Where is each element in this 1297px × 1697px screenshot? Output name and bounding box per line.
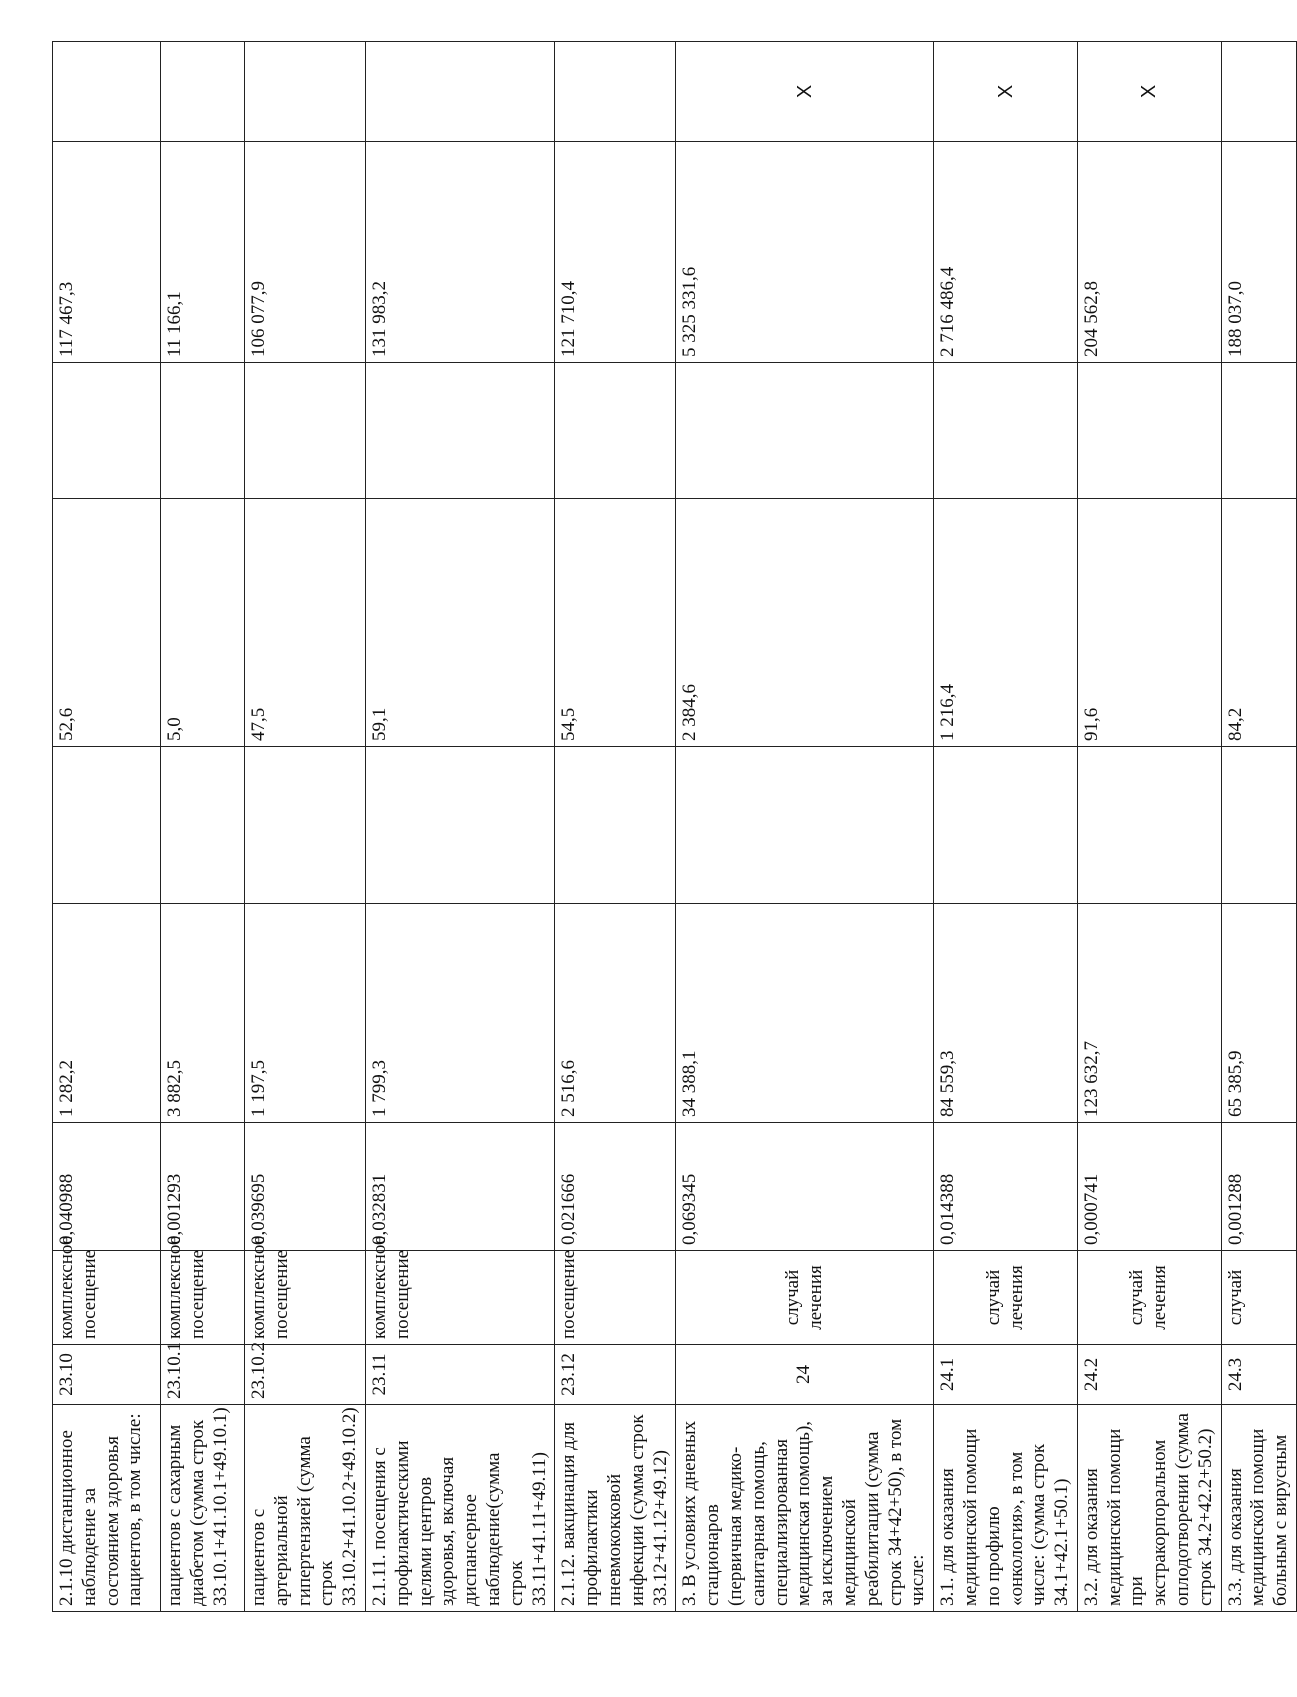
cell-value-1: 0,001288 [1221, 1123, 1296, 1251]
table-row [1077, 42, 1221, 1612]
row-unit: комплексное посещение [365, 1251, 554, 1345]
cell-value-7: Х [676, 42, 934, 142]
row-name: 2.1.12. вакцинация для профилактики пневмококковой инфекции (сумма строк 33.12+41.12+49.12) [555, 1405, 676, 1612]
cell-value-1: 0,000741 [1077, 1123, 1221, 1251]
cell-value-1: 0,040988 [53, 1123, 161, 1251]
table-row [1221, 42, 1296, 1612]
cell-value-5 [365, 363, 554, 499]
row-code: 23.12 [555, 1345, 676, 1405]
row-code: 24.2 [1077, 1345, 1221, 1405]
cell-value-7 [555, 42, 676, 142]
cell-value-2: 84 559,3 [934, 904, 1078, 1123]
cell-value-7 [53, 42, 161, 142]
cell-value-2: 65 385,9 [1221, 904, 1296, 1123]
cell-value-7 [365, 42, 554, 142]
cell-value-7 [1221, 42, 1296, 142]
table-row [161, 42, 245, 1612]
cell-value-4: 2 384,6 [676, 499, 934, 747]
cell-value-3 [365, 747, 554, 904]
cell-value-3 [934, 747, 1078, 904]
row-name: 3.3. для оказания медицинской помощи больным с вирусным [1221, 1405, 1296, 1612]
row-name: 3.1. для оказания медицинской помощи по профилю «онкология», в том числе: (сумма строк 34.1+42.1+50.1) [934, 1405, 1078, 1612]
row-code: 24.1 [934, 1345, 1078, 1405]
financial-table [52, 41, 1297, 1612]
table-row [676, 42, 934, 1612]
cell-value-4: 1 216,4 [934, 499, 1078, 747]
cell-value-3 [1221, 747, 1296, 904]
cell-value-6: 11 166,1 [161, 142, 245, 363]
row-name: 2.1.11. посещения с профилактическими целями центров здоровья, включая диспансерное наблюдение(сумма строк 33.11+41.11+49.11) [365, 1405, 554, 1612]
table-row [365, 42, 554, 1612]
rotated-table-page [52, 42, 1292, 1612]
table-row [53, 42, 161, 1612]
cell-value-5 [555, 363, 676, 499]
row-code: 24 [676, 1345, 934, 1405]
row-name: пациентов с артериальной гипертензией (сумма строк 33.10.2+41.10.2+49.10.2) [245, 1405, 366, 1612]
cell-value-4: 52,6 [53, 499, 161, 747]
cell-value-1: 0,014388 [934, 1123, 1078, 1251]
cell-value-4: 5,0 [161, 499, 245, 747]
cell-value-1: 0,069345 [676, 1123, 934, 1251]
cell-value-5 [161, 363, 245, 499]
cell-value-5 [676, 363, 934, 499]
row-code: 23.11 [365, 1345, 554, 1405]
row-code: 23.10 [53, 1345, 161, 1405]
cell-value-3 [245, 747, 366, 904]
row-unit: комплексное посещение [53, 1251, 161, 1345]
row-name: 3.2. для оказания медицинской помощи при экстракорпоральном оплодотворении (сумма строк 34.2+42.2+50.2) [1077, 1405, 1221, 1612]
cell-value-6: 2 716 486,4 [934, 142, 1078, 363]
cell-value-4: 91,6 [1077, 499, 1221, 747]
row-name: пациентов с сахарным диабетом (сумма строк 33.10.1+41.10.1+49.10.1) [161, 1405, 245, 1612]
row-unit: случай [1221, 1251, 1296, 1345]
cell-value-1: 0,039695 [245, 1123, 366, 1251]
row-name: 3. В условиях дневных стационаров (первичная медико-санитарная помощь, специализированная медицинская помощь), за исключением медицинской реабилитации (сумма строк 34+42+50), в том числе: [676, 1405, 934, 1612]
cell-value-1: 0,032831 [365, 1123, 554, 1251]
cell-value-3 [676, 747, 934, 904]
cell-value-2: 1 197,5 [245, 904, 366, 1123]
cell-value-2: 34 388,1 [676, 904, 934, 1123]
cell-value-3 [161, 747, 245, 904]
row-unit: случай лечения [676, 1251, 934, 1345]
cell-value-7: Х [934, 42, 1078, 142]
cell-value-3 [555, 747, 676, 904]
row-code: 24.3 [1221, 1345, 1296, 1405]
cell-value-6: 188 037,0 [1221, 142, 1296, 363]
cell-value-4: 59,1 [365, 499, 554, 747]
row-code: 23.10.2 [245, 1345, 366, 1405]
cell-value-7 [161, 42, 245, 142]
table-row [245, 42, 366, 1612]
cell-value-6: 106 077,9 [245, 142, 366, 363]
cell-value-4: 54,5 [555, 499, 676, 747]
row-unit: случай лечения [1077, 1251, 1221, 1345]
cell-value-6: 117 467,3 [53, 142, 161, 363]
cell-value-3 [1077, 747, 1221, 904]
row-name: 2.1.10 дистанционное наблюдение за состоянием здоровья пациентов, в том числе: [53, 1405, 161, 1612]
table-row [934, 42, 1078, 1612]
row-unit: комплексное посещение [245, 1251, 366, 1345]
cell-value-6: 5 325 331,6 [676, 142, 934, 363]
row-unit: комплексное посещение [161, 1251, 245, 1345]
cell-value-2: 123 632,7 [1077, 904, 1221, 1123]
cell-value-2: 2 516,6 [555, 904, 676, 1123]
cell-value-5 [934, 363, 1078, 499]
cell-value-2: 3 882,5 [161, 904, 245, 1123]
table-row [555, 42, 676, 1612]
cell-value-6: 121 710,4 [555, 142, 676, 363]
cell-value-5 [53, 363, 161, 499]
cell-value-1: 0,001293 [161, 1123, 245, 1251]
cell-value-5 [245, 363, 366, 499]
row-unit: посещение [555, 1251, 676, 1345]
row-unit: случай лечения [934, 1251, 1078, 1345]
cell-value-5 [1221, 363, 1296, 499]
cell-value-6: 131 983,2 [365, 142, 554, 363]
cell-value-7: Х [1077, 42, 1221, 142]
cell-value-4: 47,5 [245, 499, 366, 747]
cell-value-2: 1 282,2 [53, 904, 161, 1123]
cell-value-7 [245, 42, 366, 142]
cell-value-1: 0,021666 [555, 1123, 676, 1251]
cell-value-3 [53, 747, 161, 904]
cell-value-4: 84,2 [1221, 499, 1296, 747]
cell-value-6: 204 562,8 [1077, 142, 1221, 363]
row-code: 23.10.1 [161, 1345, 245, 1405]
cell-value-5 [1077, 363, 1221, 499]
cell-value-2: 1 799,3 [365, 904, 554, 1123]
